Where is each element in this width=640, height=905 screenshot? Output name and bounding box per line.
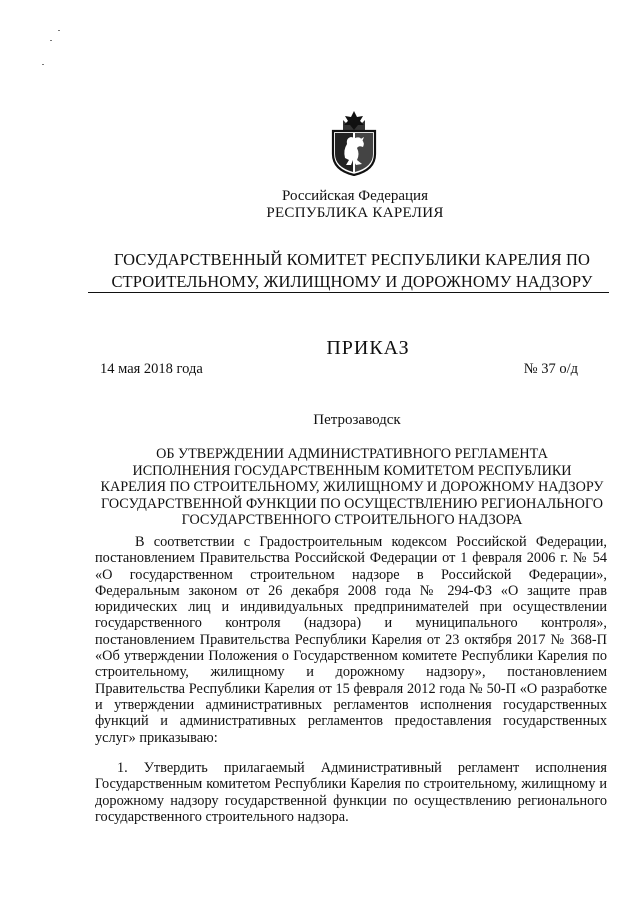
heading-line: КАРЕЛИЯ ПО СТРОИТЕЛЬНОМУ, ЖИЛИЩНОМУ И ДОРОЖНОМУ НАДЗОРУ — [100, 479, 604, 496]
heading-line: ОБ УТВЕРЖДЕНИИ АДМИНИСТРАТИВНОГО РЕГЛАМЕНТА — [156, 446, 548, 462]
header-divider — [88, 292, 609, 293]
scan-speck — [42, 64, 44, 65]
heading-line: ГОСУДАРСТВЕННОГО СТРОИТЕЛЬНОГО НАДЗОРА — [181, 512, 523, 529]
organization-name — [32, 249, 640, 293]
document-city: Петрозаводск — [313, 412, 401, 428]
heading-line: ГОСУДАРСТВЕННОЙ ФУНКЦИИ ПО ОСУЩЕСТВЛЕНИЮ РЕГИОНАЛЬНОГО — [101, 495, 603, 512]
preamble-paragraph: В соответствии с Градостроительным кодексом Российской Федерации, постановлением Правительства Российской Федерации от 1 февраля 2006 г. № 54 «О государственном строительном надзоре в Российской Федерации», Федеральным законом от 26 декабря 2008 года № 294-ФЗ «О защите прав юридических лиц и индивидуальных предпринимателей при осуществлении государственного контроля (надзора) и муниципального контроля», постановлением Правительства Республики Карелия от 23 октября 2017 № 368-П «Об утверждении Положения о Государственном комитете Республики Карелия по строительному, жилищному и дорожному надзору», постановлением Правительства Республики Карелия от 15 февраля 2012 года № 50-П «О разработке и утверждении административных регламентов исполнения государственных функций и административных регламентов предоставления государственных услуг» приказываю: — [95, 534, 607, 746]
order-item-1: 1. Утвердить прилагаемый Административный регламент исполнения Государственным комитетом Республики Карелия по строительному, жилищному и дорожному надзору государственной функции по осуществлению регионального государственного строительного надзора. — [95, 760, 607, 825]
document-type: ПРИКАЗ — [326, 337, 410, 359]
republic-name: РЕСПУБЛИКА КАРЕЛИЯ — [266, 205, 444, 221]
karelia-coat-of-arms-icon — [329, 110, 379, 176]
organization-line: ГОСУДАРСТВЕННЫЙ КОМИТЕТ РЕСПУБЛИКИ КАРЕЛИЯ ПО — [113, 250, 591, 269]
organization-line: СТРОИТЕЛЬНОМУ, ЖИЛИЩНОМУ И ДОРОЖНОМУ НАДЗОРУ — [111, 272, 593, 291]
document-heading — [32, 446, 640, 529]
heading-line: ИСПОЛНЕНИЯ ГОСУДАРСТВЕННЫМ КОМИТЕТОМ РЕСПУБЛИКИ — [132, 462, 572, 479]
country-name: Российская Федерация — [282, 188, 428, 204]
document-date: 14 мая 2018 года — [100, 361, 203, 377]
document-number: № 37 о/д — [523, 361, 578, 377]
scan-speck — [58, 30, 60, 31]
scan-speck — [50, 40, 52, 41]
